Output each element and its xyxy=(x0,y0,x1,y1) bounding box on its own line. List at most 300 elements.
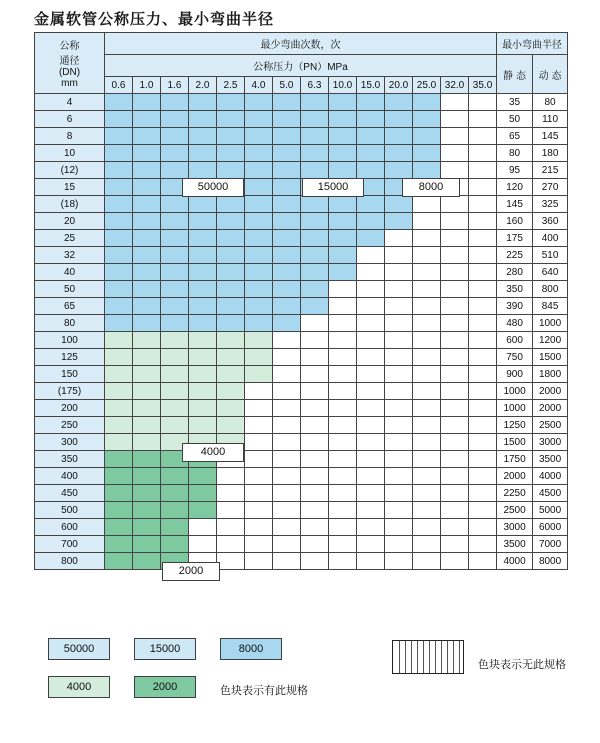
table-row xyxy=(35,298,568,315)
grid-cell xyxy=(217,553,245,570)
grid-cell xyxy=(385,332,413,349)
grid-cell xyxy=(469,111,497,128)
grid-cell xyxy=(245,111,273,128)
page-title: 金属软管公称压力、最小弯曲半径 xyxy=(34,10,275,28)
dynamic-radius-cell: 2500 xyxy=(533,417,568,434)
grid-cell xyxy=(301,332,329,349)
grid-cell xyxy=(273,94,301,111)
grid-cell xyxy=(385,366,413,383)
grid-cell xyxy=(245,162,273,179)
grid-cell xyxy=(441,434,469,451)
grid-cell xyxy=(301,298,329,315)
grid-cell xyxy=(105,145,133,162)
grid-cell xyxy=(441,502,469,519)
grid-cell xyxy=(469,553,497,570)
grid-cell xyxy=(441,281,469,298)
grid-cell xyxy=(273,247,301,264)
grid-cell xyxy=(161,247,189,264)
grid-cell xyxy=(273,213,301,230)
grid-cell xyxy=(301,468,329,485)
grid-cell xyxy=(413,536,441,553)
grid-cell xyxy=(245,553,273,570)
static-radius-cell: 175 xyxy=(497,230,533,247)
grid-cell xyxy=(161,332,189,349)
dn-value-cell: 125 xyxy=(35,349,105,366)
grid-cell xyxy=(245,434,273,451)
grid-cell xyxy=(413,400,441,417)
dn-value-cell: 400 xyxy=(35,468,105,485)
grid-cell xyxy=(329,349,357,366)
grid-cell xyxy=(133,553,161,570)
grid-cell xyxy=(217,400,245,417)
grid-cell xyxy=(441,468,469,485)
dynamic-radius-cell: 1200 xyxy=(533,332,568,349)
grid-cell xyxy=(357,230,385,247)
dynamic-radius-cell: 145 xyxy=(533,128,568,145)
pn-header: 公称压力（PN）MPa xyxy=(105,55,497,77)
grid-cell xyxy=(245,451,273,468)
pn-column-header: 20.0 xyxy=(385,77,413,94)
legend-item-15000: 15000 xyxy=(134,638,196,660)
cycle-count-callout: 4000 xyxy=(182,443,244,462)
grid-cell xyxy=(273,417,301,434)
grid-cell xyxy=(357,553,385,570)
grid-cell xyxy=(385,519,413,536)
grid-cell xyxy=(469,417,497,434)
legend-item-8000: 8000 xyxy=(220,638,282,660)
grid-cell xyxy=(161,366,189,383)
grid-cell xyxy=(161,111,189,128)
grid-cell xyxy=(133,417,161,434)
grid-cell xyxy=(385,162,413,179)
grid-cell xyxy=(413,145,441,162)
grid-cell xyxy=(357,400,385,417)
grid-cell xyxy=(217,417,245,434)
grid-cell xyxy=(217,519,245,536)
grid-cell xyxy=(189,366,217,383)
grid-cell xyxy=(441,196,469,213)
grid-cell xyxy=(357,298,385,315)
grid-cell xyxy=(301,383,329,400)
grid-cell xyxy=(301,247,329,264)
dn-header-cell xyxy=(35,33,105,94)
grid-cell xyxy=(161,417,189,434)
grid-cell xyxy=(329,366,357,383)
grid-cell xyxy=(441,553,469,570)
grid-cell xyxy=(357,145,385,162)
static-radius-cell: 1750 xyxy=(497,451,533,468)
grid-cell xyxy=(441,230,469,247)
dn-value-cell: 25 xyxy=(35,230,105,247)
grid-cell xyxy=(301,94,329,111)
grid-cell xyxy=(385,553,413,570)
grid-cell xyxy=(413,247,441,264)
static-radius-cell: 95 xyxy=(497,162,533,179)
grid-cell xyxy=(441,162,469,179)
cycle-count-callout: 50000 xyxy=(182,178,244,197)
grid-cell xyxy=(161,315,189,332)
grid-cell xyxy=(133,111,161,128)
dynamic-radius-cell: 845 xyxy=(533,298,568,315)
grid-cell xyxy=(469,451,497,468)
pn-column-header: 2.0 xyxy=(189,77,217,94)
grid-cell xyxy=(273,128,301,145)
grid-cell xyxy=(413,230,441,247)
table-row xyxy=(35,315,568,332)
grid-cell xyxy=(441,383,469,400)
grid-cell xyxy=(329,94,357,111)
dn-value-cell: 700 xyxy=(35,536,105,553)
grid-cell xyxy=(273,264,301,281)
header-row-2 xyxy=(35,55,568,77)
grid-cell xyxy=(133,230,161,247)
grid-cell xyxy=(273,366,301,383)
grid-cell xyxy=(189,519,217,536)
grid-cell xyxy=(245,298,273,315)
dynamic-radius-cell: 3000 xyxy=(533,434,568,451)
dynamic-radius-cell: 2000 xyxy=(533,400,568,417)
dn-value-cell: 80 xyxy=(35,315,105,332)
grid-cell xyxy=(329,400,357,417)
grid-cell xyxy=(301,128,329,145)
grid-cell xyxy=(385,281,413,298)
static-radius-cell: 3500 xyxy=(497,536,533,553)
grid-cell xyxy=(105,400,133,417)
grid-cell xyxy=(385,94,413,111)
grid-cell xyxy=(329,451,357,468)
table-row xyxy=(35,349,568,366)
table-row xyxy=(35,196,568,213)
grid-cell xyxy=(161,196,189,213)
grid-cell xyxy=(469,519,497,536)
grid-cell xyxy=(301,315,329,332)
grid-cell xyxy=(189,298,217,315)
grid-cell xyxy=(469,230,497,247)
static-radius-cell: 2500 xyxy=(497,502,533,519)
grid-cell xyxy=(273,145,301,162)
grid-cell xyxy=(189,383,217,400)
static-radius-cell: 80 xyxy=(497,145,533,162)
table-row xyxy=(35,519,568,536)
table-row xyxy=(35,553,568,570)
pn-column-header: 2.5 xyxy=(217,77,245,94)
grid-cell xyxy=(301,434,329,451)
grid-cell xyxy=(469,94,497,111)
grid-cell xyxy=(273,349,301,366)
grid-cell xyxy=(273,162,301,179)
grid-cell xyxy=(329,383,357,400)
grid-cell xyxy=(357,213,385,230)
grid-cell xyxy=(217,264,245,281)
grid-cell xyxy=(357,383,385,400)
grid-cell xyxy=(133,536,161,553)
grid-cell xyxy=(217,349,245,366)
static-radius-cell: 1250 xyxy=(497,417,533,434)
grid-cell xyxy=(105,383,133,400)
grid-cell xyxy=(133,298,161,315)
grid-cell xyxy=(329,332,357,349)
grid-cell xyxy=(161,230,189,247)
grid-cell xyxy=(385,230,413,247)
grid-cell xyxy=(469,315,497,332)
grid-cell xyxy=(413,434,441,451)
grid-cell xyxy=(217,213,245,230)
dn-header-line2: 通径 xyxy=(59,56,80,67)
radius-static-header: 静 态 xyxy=(497,55,533,94)
grid-cell xyxy=(217,230,245,247)
grid-cell xyxy=(413,417,441,434)
dynamic-radius-cell: 360 xyxy=(533,213,568,230)
grid-cell xyxy=(189,349,217,366)
table-row xyxy=(35,366,568,383)
grid-cell xyxy=(273,468,301,485)
grid-cell xyxy=(385,502,413,519)
grid-cell xyxy=(105,332,133,349)
grid-cell xyxy=(385,485,413,502)
grid-cell xyxy=(357,485,385,502)
radius-dynamic-header: 动 态 xyxy=(533,55,568,94)
dn-value-cell: 32 xyxy=(35,247,105,264)
grid-cell xyxy=(105,230,133,247)
grid-cell xyxy=(217,145,245,162)
grid-cell xyxy=(385,383,413,400)
grid-cell xyxy=(385,196,413,213)
grid-cell xyxy=(133,383,161,400)
grid-cell xyxy=(413,519,441,536)
grid-cell xyxy=(441,366,469,383)
grid-cell xyxy=(189,536,217,553)
dn-value-cell: (18) xyxy=(35,196,105,213)
grid-cell xyxy=(357,94,385,111)
grid-cell xyxy=(385,451,413,468)
grid-cell xyxy=(301,536,329,553)
grid-cell xyxy=(273,485,301,502)
grid-cell xyxy=(105,179,133,196)
grid-cell xyxy=(217,94,245,111)
grid-cell xyxy=(105,536,133,553)
dynamic-radius-cell: 640 xyxy=(533,264,568,281)
grid-cell xyxy=(441,94,469,111)
grid-cell xyxy=(469,196,497,213)
table-row xyxy=(35,213,568,230)
grid-cell xyxy=(441,417,469,434)
grid-cell xyxy=(329,145,357,162)
grid-cell xyxy=(329,264,357,281)
dn-value-cell: 65 xyxy=(35,298,105,315)
grid-cell xyxy=(441,264,469,281)
dn-value-cell: 150 xyxy=(35,366,105,383)
grid-cell xyxy=(413,298,441,315)
header-row-pn-values xyxy=(35,77,568,94)
table-row xyxy=(35,145,568,162)
dn-value-cell: 10 xyxy=(35,145,105,162)
pn-column-header: 25.0 xyxy=(413,77,441,94)
grid-cell xyxy=(469,264,497,281)
grid-cell xyxy=(273,553,301,570)
grid-cell xyxy=(329,417,357,434)
grid-cell xyxy=(245,315,273,332)
grid-cell xyxy=(301,417,329,434)
grid-cell xyxy=(105,349,133,366)
grid-cell xyxy=(329,519,357,536)
table-row xyxy=(35,468,568,485)
grid-cell xyxy=(301,162,329,179)
grid-cell xyxy=(189,94,217,111)
dynamic-radius-cell: 800 xyxy=(533,281,568,298)
grid-cell xyxy=(301,519,329,536)
grid-cell xyxy=(413,281,441,298)
grid-cell xyxy=(245,332,273,349)
grid-cell xyxy=(469,383,497,400)
grid-cell xyxy=(301,502,329,519)
dn-value-cell: 100 xyxy=(35,332,105,349)
grid-cell xyxy=(469,400,497,417)
grid-cell xyxy=(273,196,301,213)
grid-cell xyxy=(329,213,357,230)
dynamic-radius-cell: 1800 xyxy=(533,366,568,383)
grid-cell xyxy=(357,281,385,298)
dynamic-radius-cell: 215 xyxy=(533,162,568,179)
grid-cell xyxy=(273,230,301,247)
grid-cell xyxy=(273,502,301,519)
grid-cell xyxy=(161,383,189,400)
grid-cell xyxy=(273,451,301,468)
spec-table xyxy=(34,32,568,570)
dynamic-radius-cell: 180 xyxy=(533,145,568,162)
grid-cell xyxy=(301,451,329,468)
static-radius-cell: 390 xyxy=(497,298,533,315)
static-radius-cell: 350 xyxy=(497,281,533,298)
dn-header-line4: mm xyxy=(61,78,78,89)
grid-cell xyxy=(441,111,469,128)
grid-cell xyxy=(133,281,161,298)
grid-cell xyxy=(441,485,469,502)
grid-cell xyxy=(245,247,273,264)
dn-value-cell: 600 xyxy=(35,519,105,536)
grid-cell xyxy=(161,264,189,281)
grid-cell xyxy=(161,128,189,145)
dn-value-cell: 200 xyxy=(35,400,105,417)
grid-cell xyxy=(273,111,301,128)
table-row xyxy=(35,230,568,247)
bend-radius-header: 最小弯曲半径 xyxy=(497,33,568,55)
legend-color-note: 色块表示有此规格 xyxy=(220,685,308,697)
grid-cell xyxy=(189,264,217,281)
grid-cell xyxy=(301,485,329,502)
static-radius-cell: 120 xyxy=(497,179,533,196)
dn-value-cell: 20 xyxy=(35,213,105,230)
grid-cell xyxy=(273,315,301,332)
pn-column-header: 1.0 xyxy=(133,77,161,94)
grid-cell xyxy=(105,196,133,213)
grid-cell xyxy=(469,213,497,230)
dynamic-radius-cell: 80 xyxy=(533,94,568,111)
grid-cell xyxy=(105,468,133,485)
dn-header-line3: (DN) xyxy=(58,67,81,78)
dn-value-cell: 500 xyxy=(35,502,105,519)
grid-cell xyxy=(245,536,273,553)
grid-cell xyxy=(469,502,497,519)
dn-value-cell: 15 xyxy=(35,179,105,196)
grid-cell xyxy=(441,128,469,145)
static-radius-cell: 4000 xyxy=(497,553,533,570)
dynamic-radius-cell: 400 xyxy=(533,230,568,247)
grid-cell xyxy=(245,264,273,281)
dynamic-radius-cell: 6000 xyxy=(533,519,568,536)
grid-cell xyxy=(413,213,441,230)
grid-cell xyxy=(357,468,385,485)
grid-cell xyxy=(329,315,357,332)
grid-cell xyxy=(133,264,161,281)
table-row xyxy=(35,417,568,434)
grid-cell xyxy=(385,111,413,128)
static-radius-cell: 2000 xyxy=(497,468,533,485)
grid-cell xyxy=(329,502,357,519)
grid-cell xyxy=(133,400,161,417)
grid-cell xyxy=(105,366,133,383)
static-radius-cell: 145 xyxy=(497,196,533,213)
static-radius-cell: 750 xyxy=(497,349,533,366)
grid-cell xyxy=(189,400,217,417)
grid-cell xyxy=(161,468,189,485)
grid-cell xyxy=(133,434,161,451)
grid-cell xyxy=(385,315,413,332)
grid-cell xyxy=(301,196,329,213)
grid-cell xyxy=(385,298,413,315)
static-radius-cell: 35 xyxy=(497,94,533,111)
grid-cell xyxy=(329,553,357,570)
grid-cell xyxy=(357,417,385,434)
grid-cell xyxy=(329,468,357,485)
grid-cell xyxy=(105,298,133,315)
grid-cell xyxy=(469,179,497,196)
grid-cell xyxy=(329,128,357,145)
grid-cell xyxy=(245,179,273,196)
grid-cell xyxy=(133,247,161,264)
table-row xyxy=(35,434,568,451)
grid-cell xyxy=(245,196,273,213)
grid-cell xyxy=(357,162,385,179)
grid-cell xyxy=(133,94,161,111)
legend-hatch-note: 色块表示无此规格 xyxy=(478,659,566,671)
grid-cell xyxy=(441,400,469,417)
dynamic-radius-cell: 1500 xyxy=(533,349,568,366)
grid-cell xyxy=(161,213,189,230)
static-radius-cell: 3000 xyxy=(497,519,533,536)
dynamic-radius-cell: 7000 xyxy=(533,536,568,553)
table-row xyxy=(35,281,568,298)
grid-cell xyxy=(441,145,469,162)
grid-cell xyxy=(217,111,245,128)
grid-cell xyxy=(329,485,357,502)
grid-cell xyxy=(245,145,273,162)
dynamic-radius-cell: 5000 xyxy=(533,502,568,519)
table-row xyxy=(35,502,568,519)
grid-cell xyxy=(133,485,161,502)
grid-cell xyxy=(161,94,189,111)
grid-cell xyxy=(413,485,441,502)
grid-cell xyxy=(217,128,245,145)
grid-cell xyxy=(189,145,217,162)
dn-value-cell: 350 xyxy=(35,451,105,468)
dynamic-radius-cell: 1000 xyxy=(533,315,568,332)
grid-cell xyxy=(301,145,329,162)
grid-cell xyxy=(217,298,245,315)
grid-cell xyxy=(301,264,329,281)
dynamic-radius-cell: 325 xyxy=(533,196,568,213)
grid-cell xyxy=(413,128,441,145)
grid-cell xyxy=(329,247,357,264)
